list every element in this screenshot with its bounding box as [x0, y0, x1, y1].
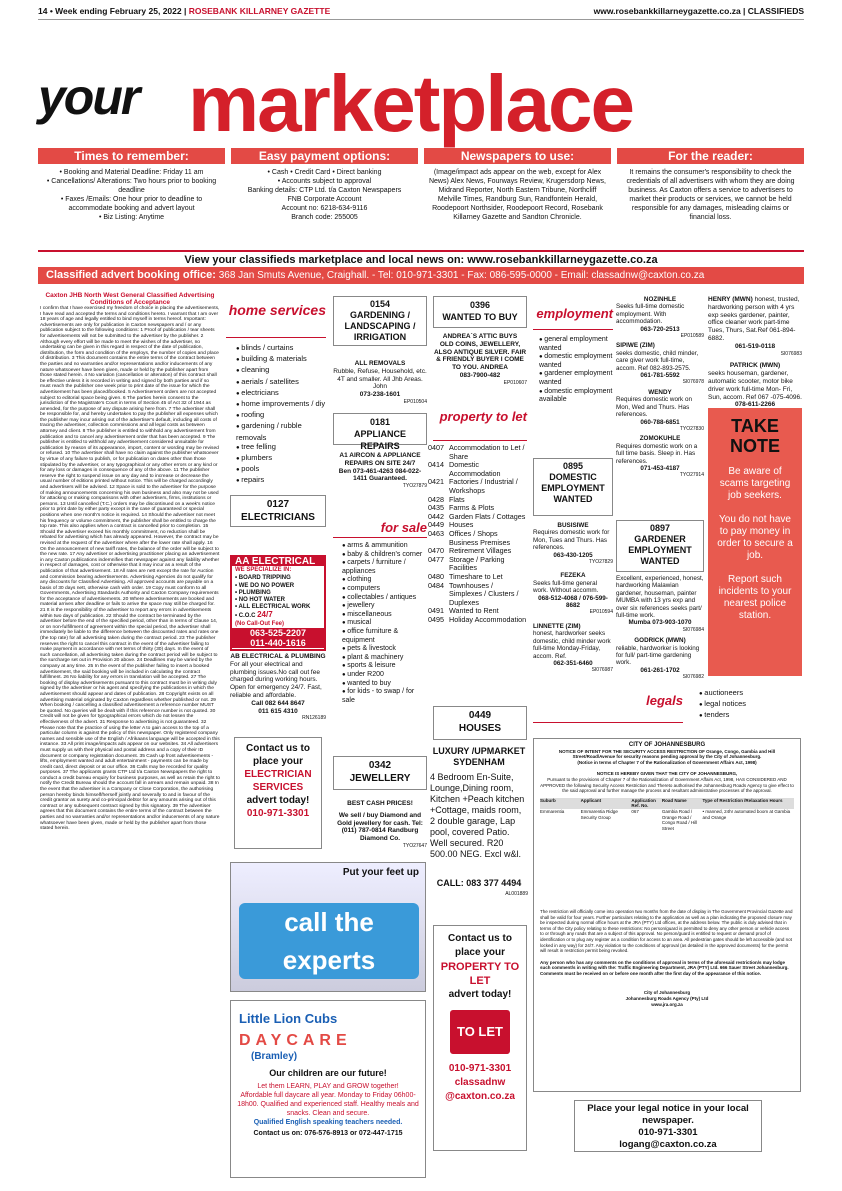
- list-item[interactable]: 0470 Retirement Villages: [428, 546, 512, 556]
- home-services-title: home services: [228, 302, 326, 318]
- list-item[interactable]: 0428 Flats: [428, 494, 465, 504]
- list-item[interactable]: ● repairs: [236, 475, 326, 486]
- conditions-column: [40, 292, 220, 1177]
- ad-title: ALL REMOVALS: [354, 360, 406, 367]
- col6-ads: [616, 296, 704, 480]
- ad-title: BEST CASH PRICES!: [347, 800, 413, 807]
- ad-title: A1 AIRCON & APPLIANCE REPAIRS ON SITE 24/7: [339, 452, 421, 467]
- ad-phone: 078-611-2266: [734, 401, 776, 409]
- ad-all-removals: [333, 360, 427, 407]
- view-bar[interactable]: View your classifieds marketplace and local news on: www.rosebankkillarneygazette.co.za: [38, 250, 804, 266]
- col5-ads: [533, 522, 613, 675]
- aa-electrical-ad[interactable]: [230, 555, 326, 651]
- ad-name: BUSISIWE: [557, 522, 589, 529]
- list-item[interactable]: 0414 Domestic Accommodation: [428, 460, 501, 478]
- list-item[interactable]: ● tenders: [699, 710, 793, 721]
- aa-item: • C.O.C: [235, 613, 256, 620]
- section-0396: [433, 296, 527, 328]
- legal-notice: [533, 738, 801, 1092]
- notice-org: CITY OF JOHANNESBURG: [628, 742, 706, 748]
- booking-label: Classified advert booking office:: [46, 269, 216, 281]
- section-0895: [533, 458, 613, 516]
- aa-item: • NO HOT WATER: [235, 597, 285, 604]
- notice-table-row: Emmarentia Emmarentia Ridge Security Group 067 Gambia Road / Orange Road / Congo Road / Hill Street • manned, 24hr automated boom at Gambia and Orange: [540, 808, 791, 831]
- lion-area: (Bramley): [251, 1051, 298, 1062]
- times-line: • Booking and Material Deadline: Friday 11 am: [59, 169, 204, 176]
- header-left: 14 • Week ending February 25, 2022 | ROSEBANK KILLARNEY GAZETTE: [38, 6, 331, 16]
- reader-block: It remains the consumer's responsibility to check the credentials of all advertisers with whom they are doing business. As Caxton offers a service to advertisers to market their products or services, we cannot be held responsible for any damages, misleading claims or financial loss.: [626, 169, 795, 221]
- list-item[interactable]: ● roofing: [236, 410, 326, 421]
- times-line: • Faxes /Emails: One hour prior to deadline to accommodate booking and advert layout: [60, 196, 203, 212]
- promo-phone[interactable]: 010-971-3301: [448, 1063, 512, 1074]
- list-item[interactable]: ● plant & machinery: [342, 654, 428, 663]
- ad-name: SIPIWE (ZIM): [616, 342, 655, 350]
- ad-name: HENRY (MWN): [708, 296, 753, 303]
- promo-text: advert today!: [246, 795, 310, 806]
- ad-ref: TYO27830: [679, 425, 704, 432]
- ad-ref: EP010589: [680, 333, 704, 340]
- booking-bar: [38, 267, 804, 284]
- to-let-sign-icon: TO LET: [450, 1010, 510, 1054]
- payment-title: Easy payment options:: [231, 148, 418, 164]
- list-item[interactable]: ● jewellery: [342, 602, 428, 611]
- list-item[interactable]: ● aerials / satellites: [236, 377, 326, 388]
- ad-ref: SI076987: [591, 667, 613, 674]
- list-item[interactable]: ● pets & livestock: [342, 645, 428, 654]
- section-title: GARDENER EMPLOYMENT WANTED: [628, 534, 692, 566]
- aa-phone[interactable]: 011-440-1616: [250, 637, 306, 648]
- ad-title: ANDREA`S ATTIC BUYS: [442, 333, 518, 340]
- ad-ref: SI076982: [682, 674, 704, 681]
- newspapers-title: Newspapers to use:: [424, 148, 611, 164]
- ad-text: Requires domestic work for Mon, Tues and Thurs. Has references.: [533, 529, 610, 552]
- aa-phone[interactable]: 063-525-2207: [249, 627, 307, 638]
- list-item[interactable]: 0491 Wanted to Rent: [428, 606, 499, 616]
- take-note-title: TAKE NOTE: [729, 416, 780, 456]
- section-title: JEWELLERY: [349, 773, 411, 784]
- payment-block: [231, 168, 418, 248]
- notice-text: The restriction will officially come into operation two months from the date of display in The Government Provincial Gazette and shall be valid for four years. Further particulars relating to the application as well as a plan indicating the proposed closure may be inspected during normal office hours at the JRA (PTY) Ltd offices, at the address below. The public is duly advised that in terms of the City policy relating to these restrictions: No person/guard is permitted to deny any other person or vehicle access to or through any roads that are a subject of this approval. No person/guard is entitled to request or demand proof of identification or to plug any register as a condition for access to an area. All pedestrian gates should be left accessible (and not locked in any way) for 24/7. Any violation to the conditions of approval (as detailed in the approved documents) for the permit will result in restriction permit being revoked.: [540, 908, 793, 954]
- promo-text: Place your legal notice in your local newspaper.: [587, 1103, 749, 1126]
- legals-title: legals: [646, 693, 683, 708]
- list-item[interactable]: ● wanted to buy: [342, 680, 428, 689]
- list-item[interactable]: ● general employment wanted: [539, 336, 613, 353]
- notice-signatures: City of Johannesburg Johannesburg Roads Agency (Pty) Ltd www.jra.org.za: [625, 990, 709, 1007]
- ad-name: WENDY: [648, 388, 672, 396]
- ad-phone: 011 615 4310: [258, 707, 298, 715]
- home-services-header: [226, 296, 326, 338]
- ad-andreas-attic: [433, 333, 527, 388]
- ad-ref: EP010594: [589, 609, 613, 616]
- payment-line: Branch code: 255005: [291, 214, 358, 221]
- list-item[interactable]: ● domestic employment available: [539, 388, 613, 405]
- list-item[interactable]: ● plumbers: [236, 453, 326, 464]
- times-line: • Cancellations/ Alterations: Two hours prior to booking deadline: [46, 178, 217, 194]
- section-code: 0181: [369, 417, 391, 427]
- ad-text: Requires domestic work on a full time basis. Sleep in. Has references.: [616, 442, 698, 465]
- info-headers: [38, 148, 804, 164]
- list-item[interactable]: ● musical: [342, 619, 428, 628]
- list-item[interactable]: 0421 Factories / Industrial / Workshops: [428, 477, 518, 495]
- ad-text: 4 Bedroom En-Suite, Lounge,Dining room, Kitchen +Peach kitchen +Cottage, maids room, 2 double garage, Lap pool, covered Patio. Well secured. R20 500.00 NEG. Excl w&l.: [430, 772, 525, 859]
- for-sale-header: [333, 520, 427, 538]
- ad-text: seeks houseman, gardener, automatic scooter, motor bike driver work full-time Mon- Fri, Sun, accom. Ref 067 -075-4096.: [708, 370, 802, 401]
- aa-tag: WE SPECIALIZE IN:: [235, 567, 292, 574]
- for-sale-title: for sale: [380, 520, 427, 535]
- promo-email[interactable]: @caxton.co.za: [445, 1091, 515, 1102]
- list-item[interactable]: 0449 Houses: [428, 520, 474, 530]
- ad-name: LINNETTE (ZIM): [533, 622, 581, 630]
- lion-tag: Our children are our future!: [269, 1068, 387, 1078]
- ad-ref: TYO27829: [588, 559, 613, 566]
- section-0449: [433, 706, 527, 740]
- call-experts-ad[interactable]: [230, 862, 426, 992]
- ad-phone: Call 082 644 8647: [251, 699, 305, 707]
- section-code: 0897: [649, 523, 671, 533]
- take-note-text: You do not have to pay money in order to secure a job.: [717, 514, 793, 561]
- promo-email[interactable]: logang@caxton.co.za: [619, 1139, 717, 1150]
- list-item[interactable]: ● gardening / rubble removals: [236, 421, 326, 441]
- section-0342: [333, 756, 427, 790]
- ad-ref: AL001889: [505, 891, 528, 897]
- ab-electrical-ad: [230, 653, 326, 723]
- lion-daycare: DAYCARE: [239, 1032, 352, 1049]
- section-0127: [230, 495, 326, 527]
- payment-line: • Accounts subject to approval: [277, 178, 372, 185]
- ad-ref: RN126189: [302, 715, 326, 722]
- list-item[interactable]: ● carpets / furniture / appliances: [342, 559, 428, 576]
- lion-title: Little Lion Cubs: [239, 1011, 338, 1026]
- list-item[interactable]: ● arms & ammunition: [342, 542, 428, 551]
- ad-a1-aircon: [333, 452, 427, 491]
- legal-promo[interactable]: [574, 1100, 762, 1152]
- aa-item: • BOARD TRIPPING: [235, 575, 291, 582]
- take-note-box: [708, 408, 802, 676]
- aa-callout: (No Call-Out Fee): [235, 620, 284, 627]
- list-item[interactable]: 0463 Offices / Shops Business Premises: [428, 528, 511, 547]
- list-item[interactable]: ● for kids - to swap / for sale: [342, 688, 428, 705]
- booking-text[interactable]: 368 Jan Smuts Avenue, Craighall. - Tel: 010-971-3301 - Fax: 086-595-0000 - Email: classadnw@caxton.co.za: [218, 270, 705, 281]
- times-title: Times to remember:: [38, 148, 225, 164]
- payment-line: Banking details: CTP Ltd. t/a Caxton Newspapers: [247, 187, 402, 194]
- notice-text: Any person who has any comments on the conditions of approval in terms of the aforesaid restriction/s may lodge such comment/s in writing with the: Traffic Engineering Department, JRA (PTY) Ltd. 666 Sauer Street Johannesburg. Comments must be received on or before one month after the first day of the appearance of this notice.: [540, 959, 789, 976]
- promo-text: Contact us to place your: [246, 743, 310, 767]
- ad-jewellery: [333, 800, 427, 851]
- ad-name: PATRICK (MWN): [729, 362, 781, 370]
- ad-text: reliable, hardworker is looking for full/ part-time gardening work.: [616, 644, 700, 667]
- employment-title: employment: [536, 306, 613, 321]
- list-item[interactable]: 0442 Garden Flats / Cottages: [428, 511, 526, 521]
- ad-phone: 073-238-1601: [359, 391, 401, 399]
- for-sale-list: [336, 542, 428, 705]
- list-item[interactable]: ● under R200: [342, 671, 428, 680]
- reader-title: For the reader:: [617, 148, 804, 164]
- feet-title: Put your feet up: [342, 867, 419, 878]
- header-right: www.rosebankkillarneygazette.co.za | CLASSIFIEDS: [593, 6, 804, 16]
- list-item[interactable]: ● clothing: [342, 576, 428, 585]
- list-item[interactable]: 0495 Holiday Accommodation: [428, 614, 527, 624]
- masthead: [38, 59, 804, 148]
- property-promo[interactable]: [433, 925, 527, 1151]
- promo-email[interactable]: classadnw: [454, 1077, 506, 1088]
- section-code: 0154: [369, 299, 391, 309]
- list-item[interactable]: ● electricians: [236, 388, 326, 399]
- aa-item: • PLUMBING: [235, 589, 271, 596]
- ad-phone: Mumba 073-903-1070: [628, 619, 692, 627]
- list-item[interactable]: ● blinds / curtains: [236, 343, 326, 354]
- ad-phone: 061-261-1702: [640, 666, 680, 674]
- times-line: • Biz Listing: Anytime: [98, 214, 165, 221]
- ad-phone: 063-430-1205: [553, 551, 593, 559]
- page-header: [38, 6, 804, 20]
- ad-phone: 062-351-6460: [553, 659, 593, 667]
- list-item[interactable]: ● legal notices: [699, 699, 793, 710]
- ad-phone: 061-781-5592: [640, 372, 680, 380]
- take-note-text: Report such incidents to your nearest police station.: [718, 574, 792, 621]
- list-item[interactable]: ● tree felling: [236, 442, 326, 453]
- legals-header: [533, 683, 683, 723]
- ad-ref: TYO27879: [402, 483, 427, 490]
- ad-phone: 071-453-4187: [640, 464, 680, 472]
- promo-text: Contact us to place your: [448, 933, 512, 958]
- ad-text: honest, trusted, hardworking person with 4 yrs exp seeks gardener, painter, office cleaner work part-time Tues, Thurs, Sat.Ref 061-894-6882.: [708, 296, 800, 342]
- list-item[interactable]: ● miscellaneous: [342, 611, 428, 620]
- ad-phone: 068-512-4068 / 076-599-8682: [538, 594, 608, 610]
- list-item[interactable]: ● collectables / antiques: [342, 594, 428, 603]
- aa-item: • WE DO NO POWER: [235, 582, 295, 589]
- ad-text: Seeks full-time domestic employment. With accommodation.: [616, 303, 685, 326]
- info-blocks: [38, 168, 804, 248]
- aa-brand: AA ELECTRICAL: [232, 557, 324, 566]
- list-item[interactable]: ● auctioneers: [699, 688, 793, 699]
- ad-ref: EP010504: [403, 398, 427, 405]
- section-title: ELECTRICIANS: [241, 512, 315, 523]
- ad-name: NOZINHLE: [643, 296, 677, 303]
- conditions-title: Caxton JHB North West General Classified Advertising Conditions of Acceptance: [45, 292, 215, 306]
- ad-text: We sell / buy Diamond and Gold jewellery for cash. Tel: (011) 787-0814 Randburg Diamond Co.: [337, 811, 423, 843]
- list-item[interactable]: ● home improvements / diy: [236, 399, 326, 410]
- list-item[interactable]: ● office furniture & equipment: [342, 628, 428, 645]
- lion-text: Qualified English speaking teachers needed.: [253, 1119, 403, 1126]
- promo-highlight: ELECTRICIAN SERVICES: [244, 769, 312, 793]
- section-code: 0342: [368, 760, 392, 771]
- section-code: 0449: [468, 710, 492, 721]
- take-note-text: Be aware of scams targeting job seekers.: [719, 466, 791, 501]
- promo-phone[interactable]: 010-971-3301: [246, 808, 310, 819]
- ad-ref: EP010607: [503, 379, 527, 386]
- ad-title: LUXURY /UPMARKET SYDENHAM: [432, 746, 526, 767]
- ad-phone: 060-788-6851: [640, 418, 680, 426]
- newspapers-block: (Image/impact ads appear on the web, except for Alex News) Alex News, Fourways Review, Krugersdorp News, Midrand Reporter, North Eastern Tribune, Northcliff Melville Times, Randburg Sun, Randfontein Herald, Roodepoort Northsider, Roodepoort Record, Rosebank Killarney Gazette and Sandton Chronicle.: [428, 169, 606, 221]
- ad-ref: SI076978: [682, 379, 704, 386]
- list-item[interactable]: ● domestic employment wanted: [539, 353, 613, 370]
- notice-text: NOTICE IS HEREBY GIVEN THAT THE CITY OF JOHANNESBURG,: [596, 771, 738, 777]
- little-lion-ad[interactable]: [230, 1000, 426, 1178]
- notice-table-header: Suburb Applicant Application Ref. No. Road Name Type of Restriction /Relaxation Hours: [540, 798, 794, 809]
- list-item[interactable]: 0407 Accommodation to Let / Share: [428, 443, 525, 461]
- ad-text: seeks domestic, child minder, care giver work full-time, accom. Ref 082-893-2575.: [616, 349, 699, 372]
- lion-text: Let them LEARN, PLAY and GROW together!: [257, 1083, 399, 1090]
- ad-ref: SI076983: [780, 350, 802, 357]
- section-title: GARDENING / LANDSCAPING / IRRIGATION: [344, 310, 416, 342]
- section-title: HOUSES: [458, 723, 502, 734]
- ad-text: Rubble, Refuse, Household, etc. 4T and smaller. All Jhb Areas. John: [333, 367, 427, 391]
- lion-contact[interactable]: Contact us on: 076-576-8913 or 072-447-1715: [253, 1130, 403, 1137]
- ad-name: GODRICK (MWN): [634, 637, 686, 645]
- notice-text: Pursuant to the provisions of Chapter 7 of the Rationalization of Government Affairs Act, 1998, HAS CONSIDERED AND APPROVED the following Security Access Restriction and Thereto authorised the Johannesburg Roads Agency to give effect to the said approval and further manage the process and resultant administrative processes of the approval.: [540, 776, 794, 794]
- electrician-promo[interactable]: [234, 737, 322, 849]
- employment-header: [533, 296, 613, 330]
- payment-line: FNB Corporate Account: [287, 196, 362, 203]
- ad-luxury-sydenham: [430, 746, 528, 900]
- section-0154: [333, 296, 427, 346]
- times-block: [38, 168, 225, 248]
- list-item[interactable]: 0477 Storage / Parking Facilities: [428, 554, 505, 573]
- list-item[interactable]: ● pools: [236, 464, 326, 475]
- aa-item: • ALL ELECTRICAL WORK: [235, 604, 311, 611]
- section-0897: [616, 520, 704, 572]
- section-code: 0895: [562, 461, 584, 471]
- list-item[interactable]: ● building & materials: [236, 354, 326, 365]
- list-item[interactable]: ● gardener employment wanted: [539, 370, 613, 387]
- ad-title: AB ELECTRICAL & PLUMBING: [230, 653, 326, 660]
- payment-line: • Cash • Credit Card • Direct banking: [267, 169, 382, 176]
- section-title: APPLIANCE REPAIRS: [353, 429, 406, 451]
- section-code: 0127: [266, 499, 290, 510]
- section-0181: [333, 413, 427, 451]
- experts-text: call the experts: [239, 903, 419, 979]
- employment-list: [533, 336, 613, 405]
- ad-text: OLD COINS, JEWELLERY, ALSO ANTIQUE SILVER. FAIR & FRIENDLY BUYER I COME TO YOU. ANDREA: [433, 340, 527, 372]
- promo-phone[interactable]: 010-971-3301: [638, 1127, 698, 1138]
- gardener-ads: [616, 575, 704, 682]
- lion-text: Affordable full daycare all year. Monday to Friday 06h00-18h00. Qualified and experienced staff. Healthy meals and snacks. Clean and secure.: [237, 1092, 419, 1117]
- ad-text: Ben 073-461-4263 084-022-1411 Guaranteed.: [338, 467, 422, 483]
- aa-hours: 24/7: [257, 610, 273, 620]
- ad-ref: TYO27647: [402, 842, 427, 849]
- ad-phone: 083-7900-482: [459, 371, 501, 379]
- list-item[interactable]: ● sports & leisure: [342, 662, 428, 671]
- property-header: [433, 403, 527, 441]
- notice-text: (Notice in terms of Chapter 7 of the Rationalization of Government Affairs Act, 1998): [577, 759, 757, 765]
- property-list: [428, 444, 528, 624]
- col7-ads: [708, 296, 802, 417]
- ad-ref: TYO27914: [679, 472, 704, 479]
- ad-text: honest, hardworker seeks domestic, child minder work full-time Monday-Friday, accom. Ref.: [533, 630, 611, 660]
- promo-text: advert today!: [448, 989, 512, 1000]
- ad-phone: 063-720-2513: [640, 325, 680, 333]
- list-item[interactable]: ● cleaning: [236, 365, 326, 376]
- home-services-list: [230, 343, 326, 487]
- ad-name: FEZEKA: [560, 572, 586, 580]
- promo-highlight: PROPERTY TO LET: [440, 961, 520, 987]
- ad-text: Excellent, experienced, honest, hardworking Malawian gardener, houseman, painter MUMBA with 13 yrs exp and over six references seeks part/ full-time work.: [616, 575, 704, 620]
- list-item[interactable]: ● baby & children's corner: [342, 551, 428, 560]
- masthead-title: marketplace: [188, 59, 633, 148]
- ad-text: Seeks full-time general work. Without accomm.: [533, 579, 599, 595]
- property-title: property to let: [439, 409, 527, 424]
- conditions-text: I confirm that I have exercised my freedom of choice in placing the advertisements, I have read and accepted the terms and conditions hereto. I warrant that I am over 18 years of age and legally entitled to bind myself in terms hereof. Important: Advertisements are only for publication in Caxton newspapers and / or any publication subject to the following conditions: 1 Proof of publication / tear sheets for advertisements will not be submitted to the advertiser by the publisher. 2 Although every effort will be made to meet the wishes of the advertiser, no undertaking can be given in this regard in respect of the date of publication, distribution, the form and condition of the employs, the number of copies and place of distribution. 3 This document contains the entire terms of the contract between the parties and no warranties and/or representations and/or inducements of any nature whatsoever have been given, made or held by the publisher apart from those stated herein. 4 No variation (cancellation or alteration) of this contract shall be effective unless it is recorded in writing and signed by both parties and if so must reach the publisher one week prior to print date of the issue for which the advertisement has been placed/booked. 5 Advertisement orders are not accepted subject to editorial space being given. 6 The parties herein consent to the jurisdiction of the Magistrate's Court in terms of Section 45 of Act 32 of 1944 as amended, for the purpose of any dispute arising here from. 7 The advertiser shall be responsible for, and hereby undertakes to pay the publisher all expenses which the publisher may incur arising out of the advertiser's default, including all costs of tracing the advertiser, collection commissions and all legal costs as between attorney and client. 8 The publisher is entitled to withhold any advertisement from publication and to cancel any advertisement order that has been accepted. 9 The publisher is entitled to withhold any advertisement considered unsuitable for publication by reason of its appearance, import, content or wording may be revised or refused. 10 The advertiser shall have no claim against the publisher whatsoever by virtue of any failure to publish, or for publication on dates other than those stipulated by the advertiser, or any typographical or any other errors or any kind or for any loss or damages in consequence of any of the above. 11 The publisher reserve the right to suspend issue on any day and to increase or decrease the usual number of editions printed without notice. This will be charged accordingly and advertisers will be advised. 12 Space is sold to the advertiser for the purpose of making announcements concerning his own business and also may not be used for attacking or making comparisons with other advertisers, firms, institutions or persons. 13 Until cancelled (T.C.) orders may be discontinued on a week's notice prior to print date by either party except in the case of guaranteed or special positions when one month's notice is required. 14 Should the advertiser not meet his frequency or volume commitment, the publisher shall be entitled to charge the top rate. This also applies when a contract is cancelled prior to completion. 15 Should the advertiser exceed his monthly commitment, no reduction shall be rebated for advertising which has already appeared. However, the contract may be revised at the request of the advertiser where after the lower rate shall apply. 16 On the announcement of new tariff rates, the balance of the order will be subject to the new rate. 17 Any advertiser or advertising practitioner placing an advertisement in any Caxton publications indemnifies that newspaper against any liability whether in respect of damages, cost or otherwise that it may incur as a result of the publication of that advertisement. 18 All rates are nett except the rate for Auction and commission bearing advertisements. Advertising Agencies do not qualify for any discounts for Classified Advertising. All approved accounts are payable on a basis of 30 days nett, otherwise cash with order. 19 Copy must conform to all Governments, Advertising Standards Authority and Caxton Company requirements for the acceptance of advertisements. 20 Where advertisements are booked and material arrives after deadline or fails to arrive the space may still be charged for. 21 It is the responsibility of the advertiser to report any errors in advertisements within two days of publication. 22 Should the contract be terminated by the advertiser before the end of the specified period, other than in terms of Clause 14, or on non-fulfillment of agreement within the special period, the advertiser shall immediately be liable to the difference between the discounted rates and rates one (the top rate) for all advertising taken during the contract period. 23 The publisher reserves the right to cancel this contract in the event of the advertiser failing to make payment in accordance with net terms of thirty (30) days. In the event of such cancellation, all advertising taken during the contract period will be subject to the surcharge set out in Provision 20 above. 24 Deadlines may be varied by the company at any time. 25 In the event of the publisher failing to insert a booked advertisement, the said booking will be included in calculating the contract fulfillment. 26 No liability for any errors in translation will be accepted. 27 The booking of display advertisements pursuant to this contract must be in writing duly signed by the advertiser or his agent and specifying the publications in which the advertisement should appear and dates of publication. 28 Copyright exists on all advertising material originated by Caxton regardless whether published or not. 29 When booking / cancelling a classified advertisement a reference number MUST be quoted. No queries will be dealt with if this reference number is not quoted. 30 Credit will not be given for typographical errors which do not lessen the effectiveness of the advert. 31 Response to advertising is not guaranteed. 32 Please note that the practice of using the letter A to gain access to the top of a particular column is against the policy of this newspaper. Only registered company names and sensible use of the English / Afrikaans language will be accepted in this instance. 33 All print image/impacts ads appear on our websites. 34 All advertisers must supply us with their physical and postal address and a copy of their ID document or company registration document. 35 Cash up front advertisements - lifts, employment wanted and adult entertainment - payments can be made by credit card, direct deposit or at our office. 36 Calls may be recorded for quality purposes. 37 The applicants grants CTP Ltd t/a Caxton Newspapers the right to conduct a credit bureau enquiry for business purposes, as well as retain the right to notify the Credit Bureau should the account fall in arrears and remain unpaid. 38 In the event that the advertiser is a Company or Close Corporation, the authorising person hereby binds himself/herself jointly and severally to and in favour of the credit grantor as surety and co-principal debtor for any amounts arising out of this contract or any subsequent contract signed by this signatory. 39 The advertiser agrees that this document contains the entire terms of the contract between the parties and no warranties and/or representations and/or inducements of any nature whatsoever have been given, made or held by the publisher apart from those stated herein.: [40, 306, 220, 832]
- ad-phone: 061-519-0118: [734, 342, 776, 350]
- legals-list: [693, 688, 793, 722]
- list-item[interactable]: 0484 Townhouses / Simplexes / Clusters / Duplexes: [428, 580, 519, 607]
- ad-text: For all your electrical and plumbing issues.No call out fee charged during working hours. Open for emergency 24/7. Fast, reliable and affordable.: [230, 660, 322, 699]
- masthead-your: your: [38, 69, 139, 125]
- section-code: 0396: [469, 300, 491, 310]
- ad-phone: CALL: 083 377 4494: [436, 878, 522, 888]
- section-title: WANTED TO BUY: [442, 312, 518, 322]
- notice-text: NOTICE OF INTENT FOR THE SECURITY ACCESS RESTRICTION OF Orange, Congo, Gambia and Hill Street/Road/Avenue for security reasons pending approval by the City of Johannesburg.: [558, 748, 776, 760]
- ad-ref: SI076984: [682, 626, 704, 633]
- section-title: DOMESTIC EMPLOYMENT WANTED: [541, 472, 605, 504]
- list-item[interactable]: 0480 Timeshare to Let: [428, 571, 503, 581]
- ad-name: ZOMOKUHLE: [639, 435, 681, 443]
- payment-line: Account no: 6218-634-9116: [281, 205, 368, 212]
- ad-text: Requires domestic work on Mon, Wed and Thurs. Has references.: [616, 396, 692, 419]
- list-item[interactable]: ● computers: [342, 585, 428, 594]
- list-item[interactable]: 0435 Farms & Plots: [428, 503, 495, 513]
